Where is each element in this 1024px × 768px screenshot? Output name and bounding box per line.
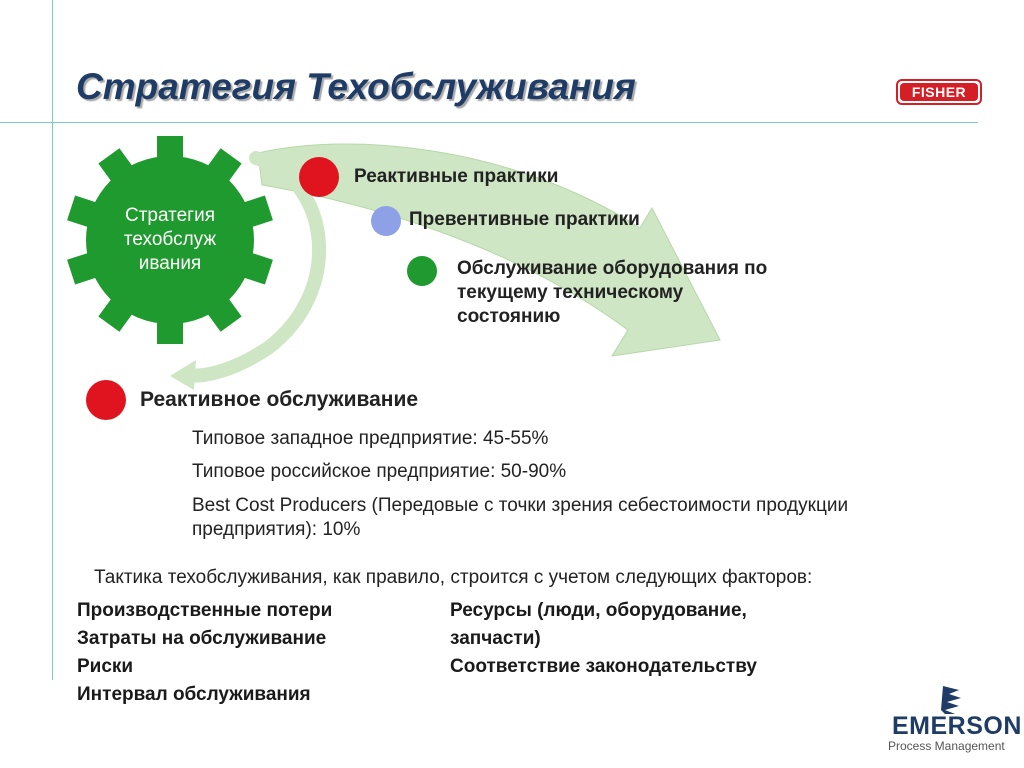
- reactive-item-russian: Типовое российское предприятие: 50-90%: [192, 461, 567, 482]
- emerson-logo-text: EMERSON: [892, 712, 1022, 740]
- practice-label-reactive: Реактивные практики: [354, 166, 559, 187]
- factor-item: Затраты на обслуживание: [77, 628, 327, 649]
- factor-item: Соответствие законодательству: [450, 656, 757, 677]
- condition-based-practice-dot: [407, 256, 437, 286]
- return-arrowhead-icon: [170, 360, 196, 390]
- factor-item: Ресурсы (люди, оборудование, запчасти): [450, 600, 747, 649]
- factors-right-list: [450, 597, 820, 681]
- factors-left-list: [77, 597, 427, 709]
- emerson-logo-subtitle: Process Management: [888, 739, 1005, 753]
- practice-label-preventive: Превентивные практики: [409, 209, 640, 230]
- reactive-item-best-cost: Best Cost Producers (Передовые с точки зрения себестоимости продукции предприятия): 10%: [192, 495, 849, 540]
- emerson-logo-icon: [941, 686, 961, 714]
- factor-item: Интервал обслуживания: [77, 684, 311, 705]
- page-title: Стратегия Техобслуживания: [76, 66, 636, 107]
- gear-label: Стратегия техобслуж ивания: [123, 205, 217, 274]
- preventive-practice-dot: [371, 206, 401, 236]
- reactive-maintenance-heading: Реактивное обслуживание: [140, 388, 419, 411]
- fisher-logo-text: FISHER: [900, 83, 978, 101]
- reactive-maintenance-dot: [86, 380, 126, 420]
- reactive-item-western: Типовое западное предприятие: 45-55%: [192, 428, 549, 449]
- factor-item: Производственные потери: [77, 600, 333, 621]
- tactics-intro: Тактика техобслуживания, как правило, строится с учетом следующих факторов:: [94, 567, 813, 588]
- practice-label-condition-based: Обслуживание оборудования по текущему техническому состоянию: [457, 258, 768, 327]
- factor-item: Риски: [77, 656, 134, 677]
- reactive-practice-dot: [299, 157, 339, 197]
